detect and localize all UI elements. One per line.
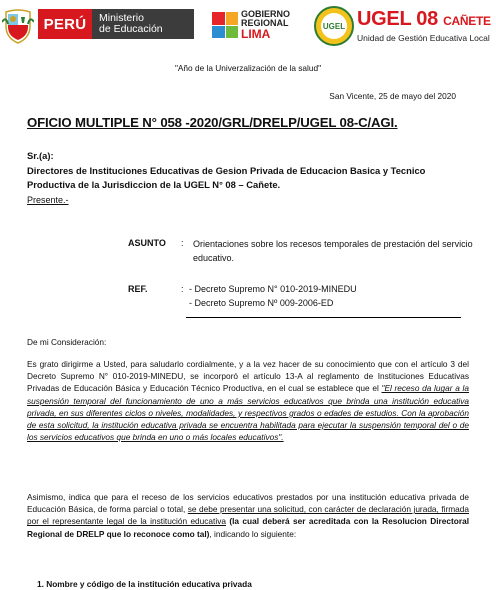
ugel-title-block [357,9,491,43]
quoted-regulation: "El receso da lugar a la suspensión temporal del funcionamiento de uno a más servicios educativos que brinda una institución educativa privada, en sus diferentes ciclos o niveles, modalidades, y respectivos grados o edades de estudios. Con la aprobación de esta solicitud, la institución educativa privada se encuentra habilitada para ejecutar la suspensión temporal del o de los servicios educativos que brinda en uno o más locales educativos". [27,383,469,443]
ugel-city: CAÑETE [443,14,491,28]
asunto-colon: : [181,238,184,248]
gobierno-regional-squares-icon [212,12,238,38]
asunto-text: Orientaciones sobre los recesos temporales de prestación del servicio educativo. [193,239,473,263]
ref-item-2: - Decreto Supremo Nº 009-2006-ED [189,298,334,308]
salutation-sr: Sr.(a): [27,150,54,161]
requirement-bold: (la cual deberá ser acreditada con la Resolucion Directoral Regional de DRELP que lo reconoce como tal) [27,516,469,539]
letterhead [0,0,496,52]
ugel-seal-icon [314,6,354,46]
ref-colon: : [181,284,184,294]
consideracion: De mi Consideración: [27,337,107,347]
peru-label: PERÚ [38,9,92,39]
recipient: Directores de Instituciones Educativas de Gesion Privada de Educacion Basica y Tecnico Productiva de la Jurisdiccion de la UGEL N° 08 – Cañete. [27,165,426,190]
asunto-label: ASUNTO [128,238,166,248]
ministerio-educacion-logo [38,9,194,39]
ugel-title: UGEL 08 [357,8,438,30]
svg-text:UGEL: UGEL [322,22,346,31]
peru-coat-of-arms-icon [2,8,34,44]
ref-label: REF. [128,284,148,294]
divider-line [186,317,461,318]
document-date: San Vicente, 25 de mayo del 2020 [329,91,456,101]
paragraph-2: Asimismo, indica que para el receso de los servicios educativos prestados por una institución educativa privada de Educación Básica, de forma parcial o total, se debe presentar una solicitud, con carácter de declaración jurada, firmada por el representante legal de la institución educativa (la cual deberá ser acreditada con la Resolucion Directoral Regional de DRELP que lo reconoce como tal), indicando lo siguiente: [27,492,469,539]
ministerio-label: Ministerio de Educación [92,9,194,39]
requirement-underlined: se debe presentar una solicitud, con carácter de declaración jurada, firmada por el representante legal de la institución educativa [27,504,469,527]
paragraph-1: Es grato dirigirme a Usted, para saludarlo cordialmente, y a la vez hacer de su conocimiento que con el artículo 3 del Decreto Supremo N° 010-2019-MINEDU, se incorporó el artículo 13-A al reglamento de Instituciones Educativas Privadas de Educación Básica y Educación Técnico Productiva, en el cual se establece que el "El receso da lugar a la suspensión temporal del funcionamiento de uno a más servicios educativos que brinda una institución educativa privada, en sus diferentes ciclos o niveles, modalidades, y respectivos grados o edades de estudios. Con la aprobación de esta solicitud, la institución educativa privada se encuentra habilitada para ejecutar la suspensión temporal del o de los servicios educativos que brinda en uno o más locales educativos". [27,359,469,443]
oficio-number: OFICIO MULTIPLE N° 058 -2020/GRL/DRELP/UGEL 08-C/AGI. [27,115,398,130]
ugel-subtitle: Unidad de Gestión Educativa Local [357,33,490,43]
list-item: 1. Nombre y código de la institución educativa privada [37,579,252,589]
ref-item-1: - Decreto Supremo N° 010-2019-MINEDU [189,284,357,294]
presente-label: Presente.- [27,195,69,205]
gobierno-regional-lima-logo: GOBIERNO REGIONAL LIMA [212,10,290,40]
year-motto: "Año de la Univerzalización de la salud" [174,63,322,73]
